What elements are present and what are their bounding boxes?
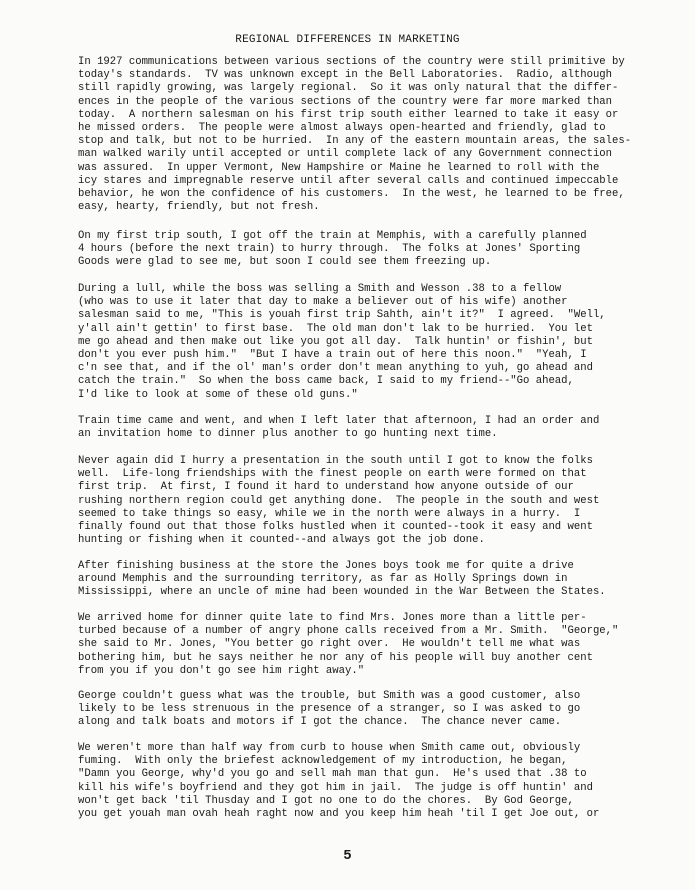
- text-line: Mississippi, where an uncle of mine had been wounded in the War Between the States.: [78, 586, 606, 599]
- text-line: easy, hearty, friendly, but not fresh.: [78, 201, 320, 214]
- text-line: first trip. At first, I found it hard to understand how anyone outside of our: [78, 481, 574, 494]
- text-line: On my first trip south, I got off the train at Memphis, with a carefully planned: [78, 230, 587, 242]
- text-line: she said to Mr. Jones, "You better go right over. He wouldn't tell me what was: [78, 638, 581, 651]
- text-line: finally found out that those folks hustled when it counted--took it easy and went: [78, 520, 593, 533]
- text-line: icy stares and impregnable reserve until after several calls and continued impeccable: [78, 174, 619, 187]
- text-line: along and talk boats and motors if I got the chance. The chance never came.: [78, 716, 562, 729]
- text-line: catch the train." So when the boss came back, I said to my friend--"Go ahead,: [78, 375, 574, 388]
- text-line: Train time came and went, and when I left later that afternoon, I had an order and: [78, 415, 600, 427]
- paragraph-intro: [78, 56, 631, 214]
- paragraph-train-time: [78, 415, 599, 441]
- text-line: I'd like to look at some of these old guns.": [78, 388, 358, 401]
- text-line: won't get back 'til Thusday and I got no one to do the chores. By God George,: [78, 794, 574, 807]
- text-line: (who was to use it later that day to make a believer out of his wife) another: [78, 296, 568, 309]
- text-line: an invitation home to dinner plus another to go hunting next time.: [78, 428, 498, 441]
- text-line: c'n see that, and if the ol' man's order don't mean anything to yuh, go ahead and: [78, 362, 593, 375]
- text-line: don't you ever push him." "But I have a train out of here this noon." "Yeah, I: [78, 348, 587, 361]
- text-line: today's standards. TV was unknown except in the Bell Laboratories. Radio, although: [78, 69, 613, 82]
- text-line: fuming. With only the briefest acknowledgement of my introduction, he began,: [78, 755, 568, 768]
- text-line: man walked warily until accepted or until complete lack of any Government connection: [78, 148, 613, 161]
- text-line: stop and talk, but not to be hurried. In any of the eastern mountain areas, the sales-: [78, 135, 632, 148]
- paragraph-first-trip: [78, 230, 587, 270]
- text-line: likely to be less strenuous in the presence of a stranger, so I was asked to go: [78, 703, 581, 716]
- text-line: today. A northern salesman on his first trip south either learned to take it easy or: [78, 108, 619, 121]
- text-line: around Memphis and the surrounding territory, as far as Holly Springs down in: [78, 573, 568, 586]
- page-title: REGIONAL DIFFERENCES IN MARKETING: [235, 34, 460, 46]
- paragraph-smith-came-out: [78, 742, 599, 821]
- text-line: bothering him, but he says neither he nor any of his people will buy another cent: [78, 651, 593, 664]
- text-line: still rapidly growing, was largely regional. So it was only natural that the differ-: [78, 82, 619, 95]
- text-line: 4 hours (before the next train) to hurry through. The folks at Jones' Sporting: [78, 243, 581, 256]
- text-line: After finishing business at the store the Jones boys took me for quite a drive: [78, 560, 574, 572]
- text-line: rushing northern region could get anything done. The people in the south and west: [78, 494, 600, 507]
- text-line: from you if you don't go see him right away.": [78, 664, 365, 677]
- text-line: seemed to take things so easy, while we in the north were always in a hurry. I: [78, 507, 581, 520]
- text-line: "Damn you George, why'd you go and sell mah man that gun. He's used that .38 to: [78, 768, 587, 781]
- text-line: During a lull, while the boss was selling a Smith and Wesson .38 to a fellow: [78, 283, 562, 295]
- text-line: Goods were glad to see me, but soon I could see them freezing up.: [78, 256, 492, 269]
- text-line: he missed orders. The people were almost always open-hearted and friendly, glad to: [78, 121, 606, 134]
- text-line: well. Life-long friendships with the finest people on earth were formed on that: [78, 468, 587, 481]
- text-line: We weren't more than half way from curb to house when Smith came out, obviously: [78, 742, 581, 754]
- paragraph-george-guess: [78, 690, 580, 730]
- text-line: ences in the people of the various sections of the country were far more marked than: [78, 95, 613, 108]
- paragraph-arrived-home: [78, 612, 618, 678]
- paragraph-after-finishing: [78, 560, 606, 600]
- text-line: you get youah man ovah heah raght now and you keep him heah 'til I get Joe out, or: [78, 807, 600, 820]
- text-line: me go ahead and then make out like you got all day. Talk huntin' or fishin', but: [78, 335, 593, 348]
- text-line: kill his wife's boyfriend and they got him in jail. The judge is off huntin' and: [78, 781, 593, 794]
- text-line: Never again did I hurry a presentation in the south until I got to know the folks: [78, 455, 593, 467]
- text-line: In 1927 communications between various sections of the country were still primitive by: [78, 56, 625, 68]
- text-line: behavior, he won the confidence of his customers. In the west, he learned to be free,: [78, 187, 625, 200]
- text-line: hunting or fishing when it counted--and always got the job done.: [78, 534, 485, 547]
- text-line: turbed because of a number of angry phone calls received from a Mr. Smith. "George,": [78, 625, 619, 638]
- text-line: George couldn't guess what was the trouble, but Smith was a good customer, also: [78, 690, 581, 702]
- text-line: We arrived home for dinner quite late to find Mrs. Jones more than a little per-: [78, 612, 587, 624]
- text-line: was assured. In upper Vermont, New Hampshire or Maine he learned to roll with the: [78, 161, 600, 174]
- page-number: 5: [343, 848, 352, 864]
- paragraph-during-lull: [78, 283, 606, 402]
- text-line: salesman said to me, "This is youah first trip Sahth, ain't it?" I agreed. "Well,: [78, 309, 606, 322]
- text-line: y'all ain't gettin' to first base. The old man don't lak to be hurried. You let: [78, 322, 593, 335]
- paragraph-never-again: [78, 455, 599, 547]
